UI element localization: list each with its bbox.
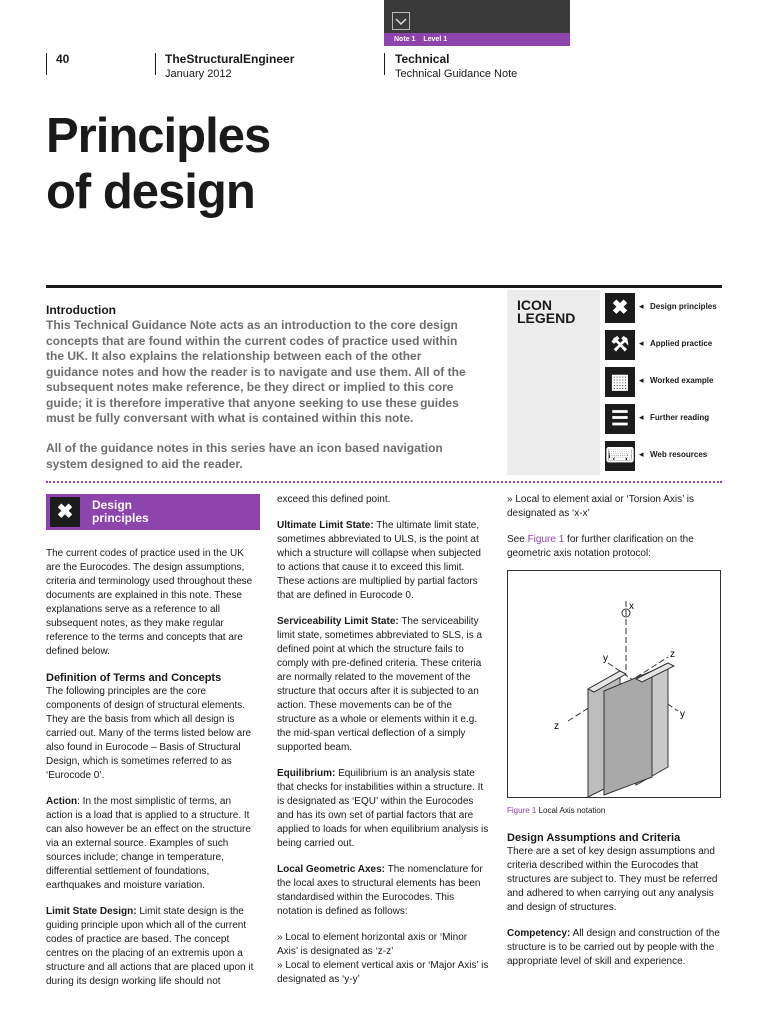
i-beam-diagram — [508, 571, 720, 797]
sls-term: Serviceability Limit State: — [277, 616, 399, 627]
terms-heading: Definition of Terms and Concepts — [46, 672, 222, 684]
figure-title: Local Axis notation — [536, 806, 606, 815]
action-paragraph — [46, 795, 256, 893]
banner-label — [92, 499, 149, 525]
intro-paragraph-1: This Technical Guidance Note acts as an introduction to the core design concepts that are found within the current codes of practice used within the UK. It also explains the relationship between each of the other guidance notes and how the reader is to navigate and use them. All of the subsequent notes make reference, be they direct or implied to this core guide; it is therefore imperative that anyone seeking to use these guides must be fully conversant with what is contained within this note. — [46, 318, 466, 425]
page-title — [46, 108, 270, 220]
icon-legend — [507, 290, 722, 475]
figure-caption — [507, 806, 605, 815]
uls-text: The ultimate limit state, sometimes abbreviated to ULS, is the point at which a structure will collapse when subjected to actions that cause it to exceed this limit. These actions are multiplied by partial factors that are defined in Eurocode 0. — [277, 520, 481, 601]
arrow-left-icon: ◂ — [639, 449, 644, 459]
lga-term: Local Geometric Axes: — [277, 864, 386, 875]
section-name: Technical — [395, 52, 450, 66]
column-3-top — [507, 493, 722, 573]
title-divider — [46, 285, 722, 288]
action-term: Action — [46, 796, 78, 807]
legend-title-line-1: ICON — [517, 297, 552, 313]
note-label: Note 1 — [394, 36, 416, 43]
lsd-term: Limit State Design: — [46, 906, 137, 917]
chevron-down-icon[interactable] — [392, 12, 410, 30]
see-figure-paragraph — [507, 533, 722, 561]
legend-label: Further reading — [650, 413, 710, 422]
equilibrium-paragraph — [277, 767, 489, 851]
y-axis-label-right: y — [680, 709, 685, 720]
competency-text: All design and construction of the structure is to be carried out by people with the appropriate level of skill and experience. — [507, 928, 720, 967]
assumptions-paragraph: There are a set of key design assumptions and criteria described within the Eurocodes that structures are subject to. They must be referred and adhered to when carrying out any analysis and design of structures. — [507, 846, 718, 913]
banner-line-1: Design — [92, 498, 133, 512]
dotted-divider — [46, 481, 722, 483]
calculator-icon: ▦ — [605, 367, 635, 397]
figure-1 — [507, 570, 721, 798]
y-axis-label-left: y — [603, 653, 608, 664]
local-axes-paragraph — [277, 863, 489, 919]
col2-continuation: exceed this defined point. — [277, 494, 391, 505]
see-pre: See — [507, 534, 528, 545]
x-cross-icon: ✖ — [50, 497, 80, 527]
axis-bullet-z: » Local to element horizontal axis or ‘Minor Axis’ is designated as ‘z-z’ — [277, 932, 468, 957]
issue-date: January 2012 — [165, 68, 232, 80]
sls-paragraph — [277, 615, 489, 755]
note-level-strip — [384, 33, 570, 46]
page-number: 40 — [56, 52, 70, 66]
action-text: : In the most simplistic of terms, an action is a load that is applied to a structure. It can also however be an effect on the structure via an external source. Examples of such sources include; change in temperature, differential settlement of foundations, earthquakes and moisture variation. — [46, 796, 251, 891]
uls-paragraph — [277, 519, 489, 603]
x-cross-icon: ✖ — [605, 293, 635, 323]
intro-paragraph-2: All of the guidance notes in this series have an icon based navigation system designed to aid the reader. — [46, 441, 443, 471]
legend-title-line-2: LEGEND — [517, 310, 576, 326]
figure-link[interactable]: Figure 1 — [527, 534, 565, 545]
level-label: Level 1 — [423, 36, 448, 43]
z-axis-label-right: z — [670, 649, 675, 660]
design-principles-banner — [46, 494, 260, 530]
eq-text: Equilibrium is an analysis state that checks for instabilities within a structure. It is designated as ‘EQU’ within the Eurocodes and has its own set of partial factors that are applied to loads for when equilibrium analysis is being carried out. — [277, 768, 489, 849]
books-icon: ☰ — [605, 404, 635, 434]
legend-title — [507, 290, 600, 475]
arrow-left-icon: ◂ — [639, 375, 644, 385]
subsection-name: Technical Guidance Note — [395, 68, 518, 80]
computer-icon: ⌨ — [605, 441, 635, 471]
axis-bullet-x: » Local to element axial or ‘Torsion Axis’ is designated as ‘x-x’ — [507, 494, 694, 519]
axis-bullet-y: » Local to element vertical axis or ‘Major Axis’ is designated as ‘y-y’ — [277, 960, 489, 985]
arrow-left-icon: ◂ — [639, 412, 644, 422]
limit-state-paragraph — [46, 905, 256, 989]
arrow-left-icon: ◂ — [639, 301, 644, 311]
figure-number: Figure 1 — [507, 806, 537, 815]
title-line-1: Principles — [46, 109, 271, 163]
terms-paragraph: The following principles are the core components of design of structural elements. They are the basis from which all design is carried out. Many of the terms listed below are also found in Eurocode – Basis of Structural Design, which is sometimes referred to as ‘Eurocode 0’. — [46, 686, 252, 781]
x-axis-label: x — [629, 601, 634, 612]
title-line-2: of design — [46, 165, 255, 219]
see-post: for further clarification on the geometric axis notation protocol: — [507, 534, 694, 559]
competency-paragraph — [507, 927, 722, 969]
col1-paragraph: The current codes of practice used in the UK are the Eurocodes. The design assumptions, criteria and terminology used throughout these documents are explained in this note. These explanations serve as a reference to all subsequent notes, as they make regular reference to the terms and concepts that are defined below. — [46, 548, 253, 657]
magazine-name: TheStructuralEngineer — [165, 52, 295, 66]
z-axis-label-left: z — [554, 721, 559, 732]
legend-label: Applied practice — [650, 339, 713, 348]
legend-label: Design principles — [650, 302, 717, 311]
intro-heading: Introduction — [46, 303, 116, 317]
banner-line-2: principles — [92, 511, 149, 525]
eq-term: Equilibrium: — [277, 768, 336, 779]
column-2 — [277, 493, 489, 987]
uls-term: Ultimate Limit State: — [277, 520, 374, 531]
arrow-left-icon: ◂ — [639, 338, 644, 348]
lga-text: The nomenclature for the local axes to structural elements has been standardised within the Eurocodes. This notation is defined as follows: — [277, 864, 483, 917]
tools-icon: ⚒ — [605, 330, 635, 360]
competency-term: Competency: — [507, 928, 571, 939]
legend-label: Web resources — [650, 450, 708, 459]
assumptions-heading: Design Assumptions and Criteria — [507, 832, 681, 844]
legend-label: Worked example — [650, 376, 714, 385]
lsd-text: Limit state design is the guiding principle upon which all of the current codes of practice are based. The concept centres on the placing of an extremis upon a structure and all actions that are placed upon it during its design working life should not — [46, 906, 254, 987]
column-1 — [46, 547, 256, 1001]
column-3-bottom — [507, 831, 722, 981]
sls-text: The serviceability limit state, sometimes abbreviated to SLS, is a defined point at which the structure fails to comply with pre-defined criteria. These criteria are normally related to the movement of the structure that occurs after it is subjected to an action. These movements can be of the structure as a whole or elements within it e.g. the mid-span vertical deflection of a simply supported beam. — [277, 616, 483, 753]
